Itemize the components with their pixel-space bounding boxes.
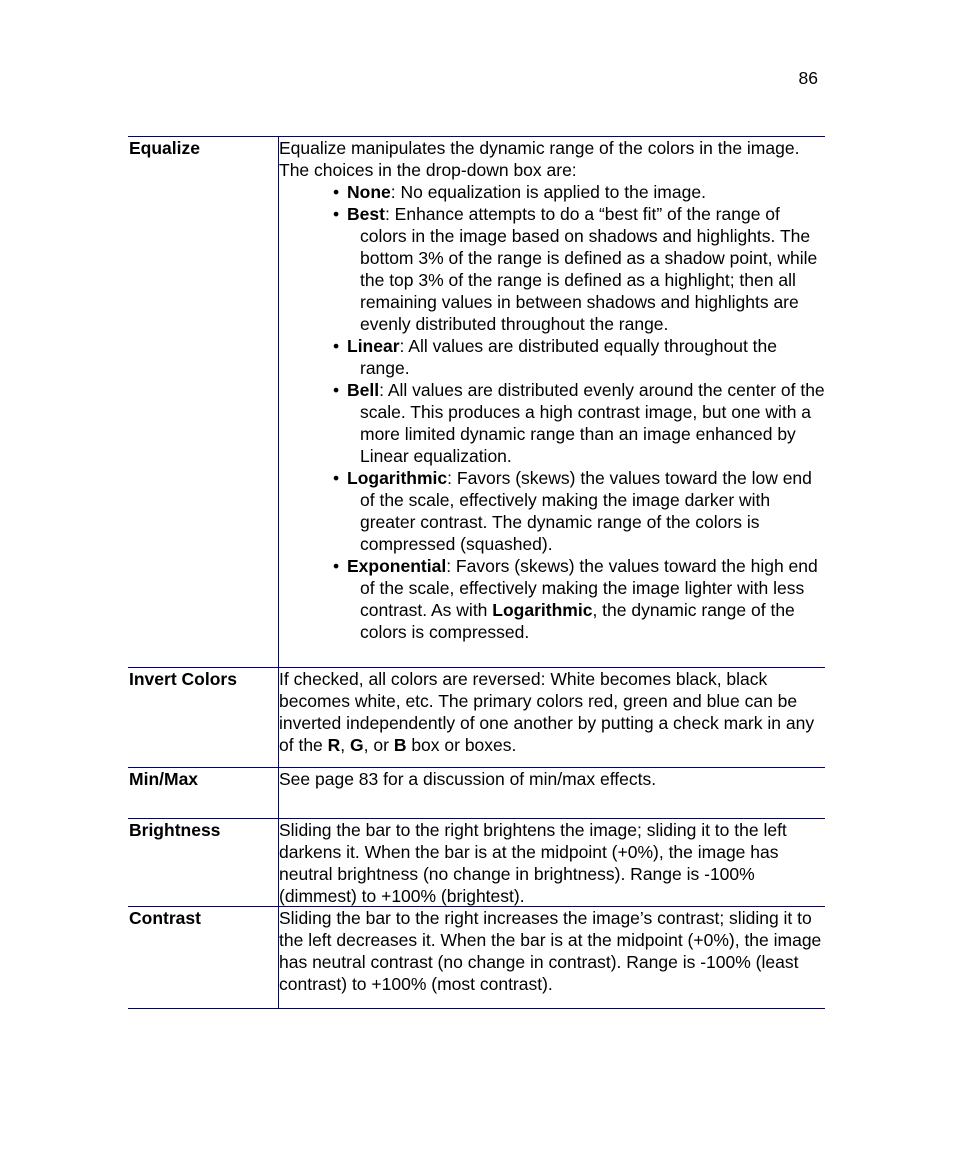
term-label: Brightness bbox=[129, 820, 221, 840]
table-row-contrast bbox=[128, 907, 825, 1009]
bold-term: Bell bbox=[347, 380, 380, 400]
equalize-option-item bbox=[279, 203, 825, 335]
equalize-option-item bbox=[279, 555, 825, 643]
term-description bbox=[278, 668, 825, 767]
bold-term: Best bbox=[347, 204, 385, 224]
text-run: : All values are distributed equally throughout the range. bbox=[360, 336, 777, 378]
bold-term: R bbox=[327, 735, 341, 755]
text-run: , or bbox=[363, 735, 394, 755]
settings-table bbox=[128, 136, 825, 1009]
text-run: : Enhance attempts to do a “best fit” of the range of colors in the image based on shadows and highlights. The bottom 3% of the range is defined as a shadow point, while the top 3% of the range is defined as a highlight; then all remaining values in between shadows and highlights are evenly distributed throughout the range. bbox=[360, 204, 818, 334]
term-description bbox=[278, 819, 825, 906]
bold-term: None bbox=[347, 182, 391, 202]
equalize-option-item bbox=[279, 467, 825, 555]
bold-term: G bbox=[350, 735, 364, 755]
bold-term: Linear bbox=[347, 336, 400, 356]
text-run: , bbox=[340, 735, 351, 755]
term-label: Min/Max bbox=[129, 769, 199, 789]
text-run: : Favors (skews) the values toward the low end of the scale, effectively making the image darker with greater contrast. The dynamic range of the colors is compressed (squashed). bbox=[360, 468, 812, 554]
bold-term: Logarithmic bbox=[492, 600, 593, 620]
text-run: : Favors (skews) the values toward the high end of the scale, effectively making the image lighter with less contrast. As with bbox=[360, 556, 818, 620]
text-run: : All values are distributed evenly around the center of the scale. This produces a high contrast image, but one with a more limited dynamic range than an image enhanced by Linear equalization. bbox=[360, 380, 825, 466]
equalize-options-list bbox=[279, 181, 825, 643]
text-run: Sliding the bar to the right brightens the image; sliding it to the left darkens it. When the bar is at the midpoint (+0%), the image has neutral brightness (no change in brightness). Range is -100% (dimmest) to +100% (brightest). bbox=[279, 820, 787, 906]
text-run: : No equalization is applied to the image. bbox=[390, 182, 706, 202]
term-label: Contrast bbox=[129, 908, 201, 928]
table-row-min-max bbox=[128, 768, 825, 819]
equalize-option-item bbox=[279, 379, 825, 467]
term-description bbox=[278, 907, 825, 1008]
bold-term: Logarithmic bbox=[347, 468, 448, 488]
term-label: Equalize bbox=[129, 138, 200, 158]
equalize-intro: Equalize manipulates the dynamic range of the colors in the image. The choices in the drop-down box are: bbox=[279, 138, 800, 180]
table-row-brightness bbox=[128, 819, 825, 907]
text-run: Sliding the bar to the right increases the image’s contrast; sliding it to the left decreases it. When the bar is at the midpoint (+0%), the image has neutral contrast (no change in contrast). Range is -100% (least contrast) to +100% (most contrast). bbox=[279, 908, 822, 994]
bold-term: Exponential bbox=[347, 556, 447, 576]
text-run: , the dynamic range of the colors is compressed. bbox=[360, 600, 795, 642]
text-run: See page 83 for a discussion of min/max effects. bbox=[279, 769, 657, 789]
term-label: Invert Colors bbox=[129, 669, 237, 689]
term-description bbox=[278, 137, 825, 667]
table-row-invert-colors bbox=[128, 668, 825, 768]
term-description bbox=[278, 768, 825, 818]
text-run: box or boxes. bbox=[406, 735, 517, 755]
page-number: 86 bbox=[798, 68, 818, 88]
equalize-option-item bbox=[279, 181, 825, 203]
text-run: If checked, all colors are reversed: White becomes black, black becomes white, etc. The primary colors red, green and blue can be inverted independently of one another by putting a check mark in any of the bbox=[279, 669, 815, 755]
equalize-option-item bbox=[279, 335, 825, 379]
table-row-equalize bbox=[128, 137, 825, 668]
bold-term: B bbox=[393, 735, 407, 755]
